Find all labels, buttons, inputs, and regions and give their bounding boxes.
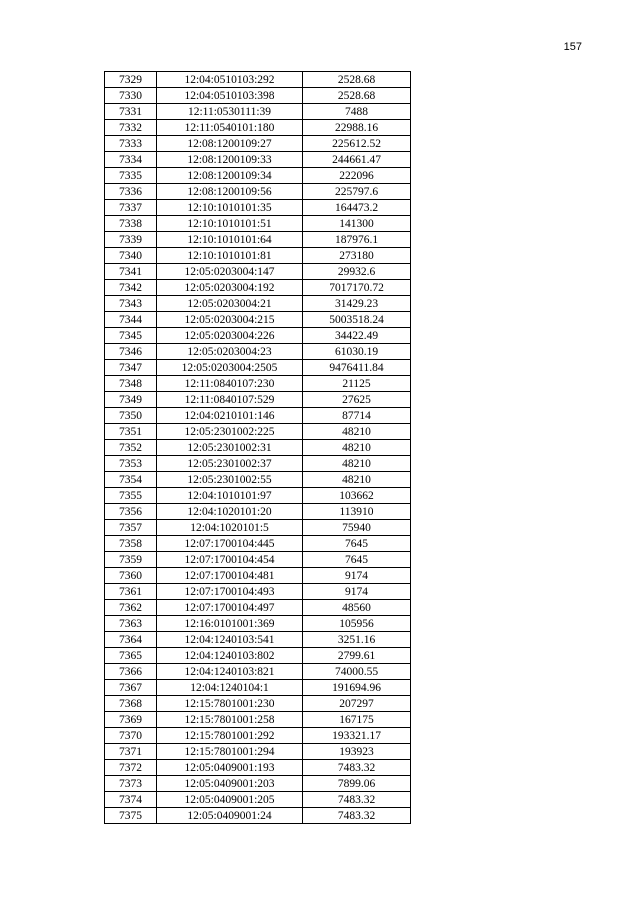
table-row xyxy=(105,776,411,792)
cadastral-number-cell: 12:04:1240103:541 xyxy=(157,632,303,648)
row-number-cell: 7350 xyxy=(105,408,157,424)
cadastral-number-cell: 12:11:0540101:180 xyxy=(157,120,303,136)
table-row xyxy=(105,152,411,168)
row-number-cell: 7346 xyxy=(105,344,157,360)
row-number-cell: 7353 xyxy=(105,456,157,472)
row-number-cell: 7341 xyxy=(105,264,157,280)
row-number-cell: 7351 xyxy=(105,424,157,440)
value-cell: 9174 xyxy=(303,568,411,584)
cadastral-number-cell: 12:08:1200109:34 xyxy=(157,168,303,184)
value-cell: 225612.52 xyxy=(303,136,411,152)
page-number: 157 xyxy=(563,41,582,53)
row-number-cell: 7372 xyxy=(105,760,157,776)
cadastral-number-cell: 12:04:0210101:146 xyxy=(157,408,303,424)
row-number-cell: 7361 xyxy=(105,584,157,600)
cadastral-number-cell: 12:04:1020101:5 xyxy=(157,520,303,536)
value-cell: 74000.55 xyxy=(303,664,411,680)
value-cell: 29932.6 xyxy=(303,264,411,280)
table-row xyxy=(105,744,411,760)
table-row xyxy=(105,312,411,328)
cadastral-number-cell: 12:08:1200109:27 xyxy=(157,136,303,152)
row-number-cell: 7363 xyxy=(105,616,157,632)
row-number-cell: 7334 xyxy=(105,152,157,168)
cadastral-number-cell: 12:05:0409001:193 xyxy=(157,760,303,776)
value-cell: 193321.17 xyxy=(303,728,411,744)
cadastral-number-cell: 12:05:0409001:205 xyxy=(157,792,303,808)
table-row xyxy=(105,168,411,184)
row-number-cell: 7330 xyxy=(105,88,157,104)
row-number-cell: 7347 xyxy=(105,360,157,376)
value-cell: 7017170.72 xyxy=(303,280,411,296)
table-row xyxy=(105,632,411,648)
value-cell: 3251.16 xyxy=(303,632,411,648)
value-cell: 9174 xyxy=(303,584,411,600)
value-cell: 7483.32 xyxy=(303,808,411,824)
table-row xyxy=(105,136,411,152)
cadastral-number-cell: 12:05:0409001:203 xyxy=(157,776,303,792)
table-row xyxy=(105,360,411,376)
value-cell: 7488 xyxy=(303,104,411,120)
cadastral-number-cell: 12:05:2301002:55 xyxy=(157,472,303,488)
table-body xyxy=(105,72,411,824)
row-number-cell: 7367 xyxy=(105,680,157,696)
table-row xyxy=(105,584,411,600)
value-cell: 225797.6 xyxy=(303,184,411,200)
row-number-cell: 7355 xyxy=(105,488,157,504)
cadastral-number-cell: 12:05:0203004:192 xyxy=(157,280,303,296)
row-number-cell: 7345 xyxy=(105,328,157,344)
value-cell: 48210 xyxy=(303,472,411,488)
row-number-cell: 7375 xyxy=(105,808,157,824)
cadastral-number-cell: 12:07:1700104:454 xyxy=(157,552,303,568)
row-number-cell: 7371 xyxy=(105,744,157,760)
row-number-cell: 7360 xyxy=(105,568,157,584)
value-cell: 273180 xyxy=(303,248,411,264)
row-number-cell: 7339 xyxy=(105,232,157,248)
cadastral-number-cell: 12:05:0203004:21 xyxy=(157,296,303,312)
table-row xyxy=(105,104,411,120)
row-number-cell: 7332 xyxy=(105,120,157,136)
table-row xyxy=(105,712,411,728)
row-number-cell: 7356 xyxy=(105,504,157,520)
row-number-cell: 7366 xyxy=(105,664,157,680)
value-cell: 48210 xyxy=(303,456,411,472)
value-cell: 222096 xyxy=(303,168,411,184)
row-number-cell: 7365 xyxy=(105,648,157,664)
row-number-cell: 7336 xyxy=(105,184,157,200)
table-row xyxy=(105,248,411,264)
table-row xyxy=(105,264,411,280)
table-row xyxy=(105,120,411,136)
cadastral-number-cell: 12:07:1700104:445 xyxy=(157,536,303,552)
table-row xyxy=(105,280,411,296)
cadastral-number-cell: 12:07:1700104:493 xyxy=(157,584,303,600)
value-cell: 7645 xyxy=(303,552,411,568)
row-number-cell: 7362 xyxy=(105,600,157,616)
table-row xyxy=(105,552,411,568)
cadastral-number-cell: 12:05:0203004:147 xyxy=(157,264,303,280)
cadastral-number-cell: 12:04:0510103:398 xyxy=(157,88,303,104)
value-cell: 9476411.84 xyxy=(303,360,411,376)
value-cell: 7483.32 xyxy=(303,760,411,776)
cadastral-number-cell: 12:04:1240103:821 xyxy=(157,664,303,680)
value-cell: 61030.19 xyxy=(303,344,411,360)
row-number-cell: 7352 xyxy=(105,440,157,456)
row-number-cell: 7358 xyxy=(105,536,157,552)
value-cell: 187976.1 xyxy=(303,232,411,248)
cadastral-number-cell: 12:15:7801001:258 xyxy=(157,712,303,728)
cadastral-number-cell: 12:05:0203004:226 xyxy=(157,328,303,344)
cadastral-number-cell: 12:05:2301002:225 xyxy=(157,424,303,440)
value-cell: 87714 xyxy=(303,408,411,424)
table-row xyxy=(105,200,411,216)
table-row xyxy=(105,472,411,488)
row-number-cell: 7349 xyxy=(105,392,157,408)
cadastral-number-cell: 12:05:0203004:23 xyxy=(157,344,303,360)
table-row xyxy=(105,344,411,360)
cadastral-number-cell: 12:11:0840107:230 xyxy=(157,376,303,392)
cadastral-number-cell: 12:05:0203004:2505 xyxy=(157,360,303,376)
row-number-cell: 7343 xyxy=(105,296,157,312)
table-row xyxy=(105,408,411,424)
value-cell: 31429.23 xyxy=(303,296,411,312)
row-number-cell: 7368 xyxy=(105,696,157,712)
table-row xyxy=(105,568,411,584)
row-number-cell: 7342 xyxy=(105,280,157,296)
cadastral-number-cell: 12:04:1240104:1 xyxy=(157,680,303,696)
table-row xyxy=(105,376,411,392)
value-cell: 75940 xyxy=(303,520,411,536)
row-number-cell: 7331 xyxy=(105,104,157,120)
table-row xyxy=(105,488,411,504)
cadastral-number-cell: 12:05:0409001:24 xyxy=(157,808,303,824)
value-cell: 164473.2 xyxy=(303,200,411,216)
table-row xyxy=(105,216,411,232)
row-number-cell: 7348 xyxy=(105,376,157,392)
value-cell: 105956 xyxy=(303,616,411,632)
table-row xyxy=(105,728,411,744)
cadastral-number-cell: 12:04:1240103:802 xyxy=(157,648,303,664)
value-cell: 34422.49 xyxy=(303,328,411,344)
cadastral-number-cell: 12:08:1200109:33 xyxy=(157,152,303,168)
value-cell: 113910 xyxy=(303,504,411,520)
row-number-cell: 7364 xyxy=(105,632,157,648)
row-number-cell: 7373 xyxy=(105,776,157,792)
table-row xyxy=(105,616,411,632)
cadastral-number-cell: 12:11:0530111:39 xyxy=(157,104,303,120)
value-cell: 207297 xyxy=(303,696,411,712)
value-cell: 2528.68 xyxy=(303,72,411,88)
row-number-cell: 7359 xyxy=(105,552,157,568)
value-cell: 48560 xyxy=(303,600,411,616)
cadastral-number-cell: 12:10:1010101:35 xyxy=(157,200,303,216)
row-number-cell: 7344 xyxy=(105,312,157,328)
value-cell: 5003518.24 xyxy=(303,312,411,328)
value-cell: 141300 xyxy=(303,216,411,232)
row-number-cell: 7357 xyxy=(105,520,157,536)
table-row xyxy=(105,72,411,88)
row-number-cell: 7369 xyxy=(105,712,157,728)
value-cell: 2528.68 xyxy=(303,88,411,104)
cadastral-number-cell: 12:10:1010101:51 xyxy=(157,216,303,232)
table-row xyxy=(105,808,411,824)
value-cell: 244661.47 xyxy=(303,152,411,168)
cadastral-number-cell: 12:15:7801001:230 xyxy=(157,696,303,712)
cadastral-number-cell: 12:04:1010101:97 xyxy=(157,488,303,504)
table-row xyxy=(105,456,411,472)
table-row xyxy=(105,504,411,520)
table-row xyxy=(105,760,411,776)
cadastral-number-cell: 12:07:1700104:497 xyxy=(157,600,303,616)
cadastral-number-cell: 12:16:0101001:369 xyxy=(157,616,303,632)
cadastral-number-cell: 12:15:7801001:292 xyxy=(157,728,303,744)
value-cell: 103662 xyxy=(303,488,411,504)
value-cell: 191694.96 xyxy=(303,680,411,696)
table-row xyxy=(105,232,411,248)
value-cell: 7645 xyxy=(303,536,411,552)
table-row xyxy=(105,648,411,664)
value-cell: 193923 xyxy=(303,744,411,760)
value-cell: 21125 xyxy=(303,376,411,392)
value-cell: 167175 xyxy=(303,712,411,728)
table-row xyxy=(105,792,411,808)
value-cell: 48210 xyxy=(303,424,411,440)
value-cell: 22988.16 xyxy=(303,120,411,136)
table-row xyxy=(105,600,411,616)
table-row xyxy=(105,88,411,104)
cadastral-number-cell: 12:15:7801001:294 xyxy=(157,744,303,760)
value-cell: 7899.06 xyxy=(303,776,411,792)
row-number-cell: 7374 xyxy=(105,792,157,808)
row-number-cell: 7329 xyxy=(105,72,157,88)
row-number-cell: 7338 xyxy=(105,216,157,232)
table-row xyxy=(105,696,411,712)
table-row xyxy=(105,440,411,456)
row-number-cell: 7370 xyxy=(105,728,157,744)
row-number-cell: 7337 xyxy=(105,200,157,216)
table-row xyxy=(105,664,411,680)
table-row xyxy=(105,536,411,552)
table-row xyxy=(105,680,411,696)
row-number-cell: 7354 xyxy=(105,472,157,488)
cadastral-number-cell: 12:10:1010101:64 xyxy=(157,232,303,248)
cadastral-number-cell: 12:05:0203004:215 xyxy=(157,312,303,328)
value-cell: 2799.61 xyxy=(303,648,411,664)
row-number-cell: 7333 xyxy=(105,136,157,152)
cadastral-number-cell: 12:04:1020101:20 xyxy=(157,504,303,520)
table-row xyxy=(105,328,411,344)
table-row xyxy=(105,520,411,536)
row-number-cell: 7340 xyxy=(105,248,157,264)
cadastral-number-cell: 12:08:1200109:56 xyxy=(157,184,303,200)
table-row xyxy=(105,392,411,408)
cadastral-number-cell: 12:10:1010101:81 xyxy=(157,248,303,264)
cadastral-number-cell: 12:05:2301002:31 xyxy=(157,440,303,456)
table-row xyxy=(105,296,411,312)
table-row xyxy=(105,184,411,200)
row-number-cell: 7335 xyxy=(105,168,157,184)
cadastral-number-cell: 12:07:1700104:481 xyxy=(157,568,303,584)
value-cell: 27625 xyxy=(303,392,411,408)
cadastral-number-cell: 12:11:0840107:529 xyxy=(157,392,303,408)
cadastral-number-cell: 12:05:2301002:37 xyxy=(157,456,303,472)
cadastral-number-cell: 12:04:0510103:292 xyxy=(157,72,303,88)
data-table xyxy=(104,71,411,824)
table-row xyxy=(105,424,411,440)
value-cell: 7483.32 xyxy=(303,792,411,808)
value-cell: 48210 xyxy=(303,440,411,456)
